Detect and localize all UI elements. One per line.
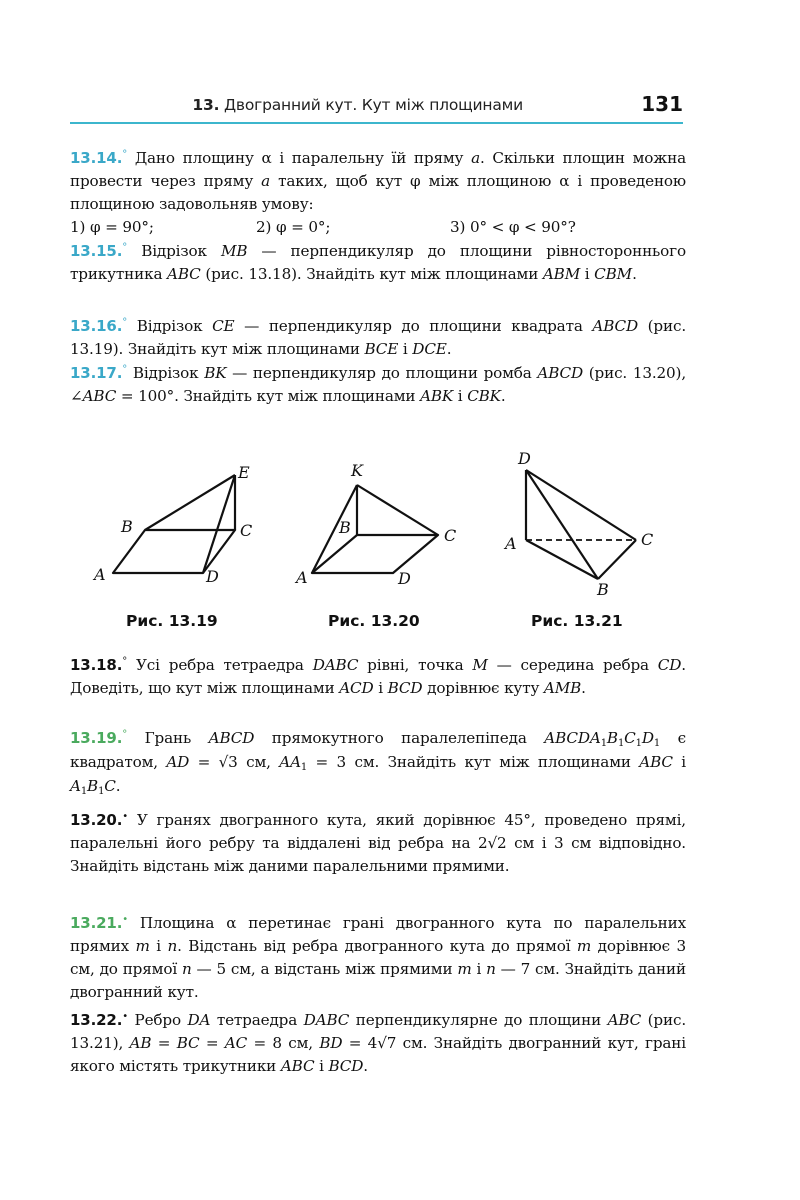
edge-ab [526,540,598,579]
label-d: D [518,449,531,468]
label-b: B [339,518,351,537]
page-header [70,92,683,124]
problem-13-14: 13.14.° Дано площину α і паралельну їй пряму a. Скільки площин можна провести через пряму a таких, щоб кут φ між площиною α і проведеною площиною задовольняв умову: 1) φ = 90°; 2) φ = 0°; 3) 0° < φ < 90°? [70,143,686,239]
caption-13-21: Рис. 13.21 [531,612,623,630]
label-b: B [597,580,609,599]
label-a: A [296,568,308,587]
section-title: 13. Двогранний кут. Кут між площинами [192,96,523,114]
label-a: A [94,565,106,584]
label-c: C [444,526,457,545]
label-b: B [121,517,133,536]
problem-13-15: 13.15.° Відрізок MB — перпендикуляр до площини рівностороннього трикутника ABC (рис. 13.18). Знайдіть кут між площинами ABM і CBM. [70,242,686,283]
answer-options: 1) φ = 90°; 2) φ = 0°; 3) 0° < φ < 90°? [70,218,576,236]
edge-db [526,470,598,579]
edge-ck [357,485,438,535]
problem-13-16: 13.16.° Відрізок CE — перпендикуляр до площини квадрата ABCD (рис. 13.19). Знайдіть кут між площинами BCE і DCE. [70,317,686,358]
problem-13-18: 13.18.° Усі ребра тетраедра DABC рівні, точка M — середина ребра CD. Доведіть, що кут між площинами ACD і BCD дорівнює куту AMB. [70,656,686,697]
rhombus-abcd [312,535,438,573]
caption-13-19: Рис. 13.19 [126,612,218,630]
page-number: 131 [641,92,683,116]
edge-be [145,475,235,530]
edge-bc [598,540,636,579]
problem-13-21: 13.21.• Площина α перетинає грані двогранного кута по паралельних прямих m і n. Відстань від ребра двогранного кута до прямої m дорівнює 3 см, до прямої n — 5 см, а відстань між прямими m і n — 7 см. Знайдіть даний двогранний кут. [70,914,686,1001]
caption-13-20: Рис. 13.20 [328,612,420,630]
label-e: E [238,463,250,482]
figure-13-21 [500,440,670,600]
label-c: C [641,530,654,549]
figure-13-20 [292,440,472,600]
problem-13-17: 13.17.° Відрізок BK — перпендикуляр до площини ромба ABCD (рис. 13.20), ∠ABC = 100°. Знайдіть кут між площинами ABK і CBK. [70,364,686,405]
label-k: K [351,461,363,480]
problem-13-19: 13.19.° Грань ABCD прямокутного паралелепіпеда $ABCDA_1B_1C_1D_1$ є квадратом, AD = √3 см, $AA_1 = 3$ см. Знайдіть кут між площинами ABC і $A_1B_1C$. [70,729,687,797]
label-d: D [206,567,219,586]
edge-dc [526,470,636,540]
label-c: C [240,521,253,540]
label-a: A [505,534,517,553]
figure-13-19 [88,440,278,600]
label-d: D [398,569,411,588]
problem-13-20: 13.20.• У гранях двогранного кута, який дорівнює 45°, проведено прямі, паралельні його ребру та віддалені від ребра на 2√2 см і 3 см відповідно. Знайдіть відстань між даними паралельними прямими. [70,811,686,875]
edge-de [203,475,235,573]
problem-13-22: 13.22.• Ребро DA тетраедра DABC перпендикулярне до площини ABC (рис. 13.21), AB = BC = AC = 8 см, BD = 4√7 см. Знайдіть двогранний кут, грані якого містять трикутники ABC і BCD. [70,1011,686,1075]
